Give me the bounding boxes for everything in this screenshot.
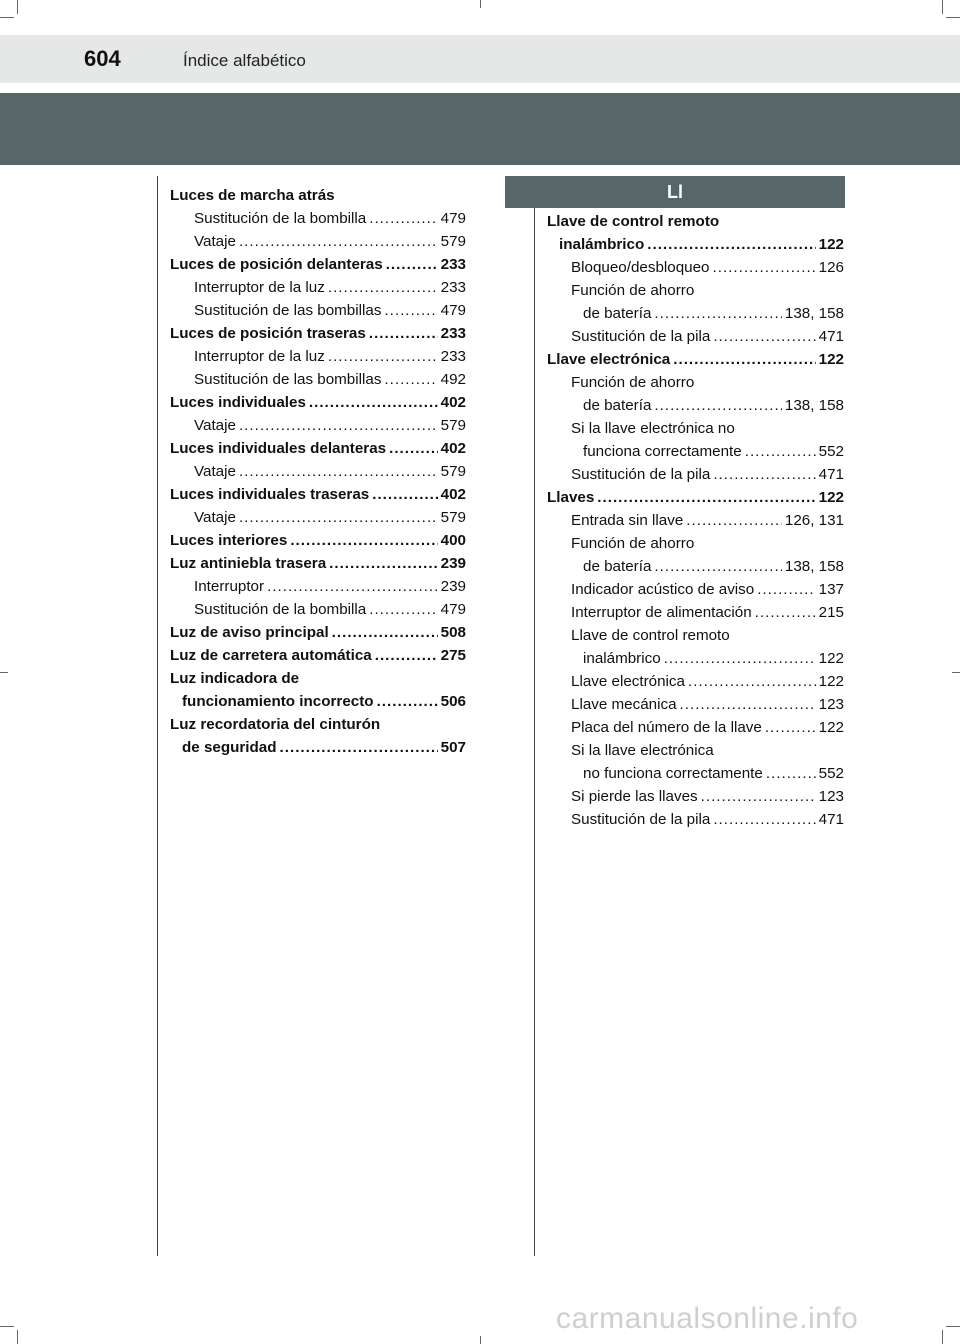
index-entry-label: de batería (583, 558, 652, 575)
leader-dots (280, 736, 438, 759)
leader-dots (239, 460, 438, 483)
column-divider-middle (534, 208, 535, 1256)
index-entry (547, 808, 844, 831)
leader-dots (369, 207, 437, 230)
index-entry (547, 739, 844, 762)
index-entry-label: Bloqueo/desbloqueo (571, 259, 710, 276)
index-entry-page[interactable]: 552 (818, 443, 844, 460)
leader-dots (680, 693, 816, 716)
index-entry-page[interactable]: 506 (440, 693, 466, 710)
index-entry (547, 302, 844, 325)
crop-mark (17, 0, 18, 14)
index-entry (170, 391, 466, 414)
index-entry (170, 644, 466, 667)
index-entry (547, 578, 844, 601)
index-entry (170, 230, 466, 253)
index-entry-label: Llave electrónica (547, 351, 671, 368)
crop-mark (17, 1330, 18, 1344)
index-entry (547, 555, 844, 578)
index-entry-page[interactable]: 215 (818, 604, 844, 621)
index-entry (170, 276, 466, 299)
index-entry-label: Llave de control remoto (571, 627, 730, 644)
index-entry-page[interactable]: 233 (440, 279, 466, 296)
index-entry-label: de seguridad (182, 739, 277, 756)
index-entry-label: Vataje (194, 233, 236, 250)
index-entry (170, 713, 466, 736)
index-entry-label: Llaves (547, 489, 595, 506)
index-entry (170, 368, 466, 391)
index-entry-label: Sustitución de la pila (571, 328, 711, 345)
leader-dots (386, 253, 438, 276)
index-entry (170, 207, 466, 230)
leader-dots (654, 394, 781, 417)
index-entry-label: Sustitución de la bombilla (194, 210, 367, 227)
index-entry-page[interactable]: 492 (440, 371, 466, 388)
crop-mark (946, 1326, 960, 1327)
index-entry-page[interactable]: 123 (818, 696, 844, 713)
leader-dots (372, 483, 437, 506)
index-entry (170, 667, 466, 690)
index-entry (547, 440, 844, 463)
leader-dots (713, 325, 815, 348)
index-entry-page[interactable]: 123 (818, 788, 844, 805)
index-entry-page[interactable]: 233 (440, 256, 466, 273)
leader-dots (755, 601, 816, 624)
leader-dots (765, 716, 816, 739)
index-entry (547, 463, 844, 486)
index-entry-label: Luz antiniebla trasera (170, 555, 327, 572)
leader-dots (328, 276, 438, 299)
index-entry-label: Vataje (194, 509, 236, 526)
leader-dots (688, 670, 816, 693)
index-entry-page[interactable]: 233 (440, 325, 466, 342)
leader-dots (766, 762, 816, 785)
index-entry-page[interactable]: 126 (818, 259, 844, 276)
index-entry-page[interactable]: 479 (440, 601, 466, 618)
index-entry-label: Llave electrónica (571, 673, 685, 690)
leader-dots (369, 322, 438, 345)
index-entry (170, 345, 466, 368)
index-entry-page[interactable]: 507 (440, 739, 466, 756)
index-entry-page[interactable]: 122 (818, 719, 844, 736)
header-band (0, 35, 960, 83)
index-entry (547, 762, 844, 785)
index-entry (170, 253, 466, 276)
leader-dots (664, 647, 816, 670)
leader-dots (290, 529, 437, 552)
index-entry (547, 325, 844, 348)
leader-dots (329, 552, 438, 575)
leader-dots (673, 348, 815, 371)
leader-dots (654, 302, 781, 325)
index-entry-page[interactable]: 471 (818, 466, 844, 483)
leader-dots (332, 621, 438, 644)
index-entry (170, 414, 466, 437)
index-entry-label: Función de ahorro (571, 282, 695, 299)
index-entry (170, 322, 466, 345)
index-entry-label: inalámbrico (559, 236, 645, 253)
index-entry (547, 670, 844, 693)
index-entry-label: Sustitución de la pila (571, 466, 711, 483)
leader-dots (686, 509, 782, 532)
index-entry-label: funcionamiento incorrecto (182, 693, 374, 710)
index-entry-label: Si pierde las llaves (571, 788, 698, 805)
index-entry (170, 299, 466, 322)
section-header: Ll (505, 176, 845, 208)
leader-dots (239, 506, 438, 529)
leader-dots (701, 785, 816, 808)
leader-dots (309, 391, 438, 414)
index-entry-label: Sustitución de las bombillas (194, 371, 382, 388)
index-entry-label: Luz recordatoria del cinturón (170, 716, 381, 733)
index-entry-page[interactable]: 122 (818, 489, 844, 506)
index-entry-label: no funciona correctamente (583, 765, 763, 782)
index-entry-label: Interruptor de alimentación (571, 604, 752, 621)
leader-dots (713, 256, 816, 279)
index-entry-page[interactable]: 479 (440, 302, 466, 319)
index-entry-page[interactable]: 508 (440, 624, 466, 641)
index-entry-label: Luces individuales (170, 394, 306, 411)
index-entry-page[interactable]: 400 (440, 532, 466, 549)
index-entry-label: Llave de control remoto (547, 213, 720, 230)
index-entry (547, 785, 844, 808)
index-entry-page[interactable]: 402 (440, 394, 466, 411)
crop-mark (0, 672, 8, 673)
index-entry-page[interactable]: 275 (440, 647, 466, 664)
watermark: carmanualsonline.info (556, 1302, 859, 1335)
index-entry (547, 509, 844, 532)
index-entry-page[interactable]: 138, 158 (784, 305, 844, 322)
index-entry-page[interactable]: 138, 158 (784, 558, 844, 575)
index-entry-label: Luces de posición delanteras (170, 256, 383, 273)
index-entry (547, 233, 844, 256)
column-divider-left (157, 176, 158, 1256)
index-entry-label: Función de ahorro (571, 374, 695, 391)
index-entry-label: Interruptor (194, 578, 265, 595)
index-entry (547, 394, 844, 417)
leader-dots (757, 578, 815, 601)
leader-dots (239, 414, 438, 437)
index-entry-label: Luces individuales traseras (170, 486, 370, 503)
index-entry (170, 529, 466, 552)
index-entry-label: Vataje (194, 417, 236, 434)
index-entry (547, 624, 844, 647)
index-entry (547, 601, 844, 624)
index-entry-label: Placa del número de la llave (571, 719, 762, 736)
index-entry-label: Luces individuales delanteras (170, 440, 387, 457)
index-column-left (170, 184, 466, 759)
index-entry-label: Interruptor de la luz (194, 348, 325, 365)
index-entry (170, 598, 466, 621)
index-entry-page[interactable]: 479 (440, 210, 466, 227)
index-entry-label: Si la llave electrónica (571, 742, 714, 759)
index-entry-label: Luz de carretera automática (170, 647, 372, 664)
index-entry (170, 437, 466, 460)
index-entry (547, 716, 844, 739)
index-entry-page[interactable]: 122 (818, 650, 844, 667)
index-entry (547, 256, 844, 279)
index-entry-page[interactable]: 137 (818, 581, 844, 598)
dark-banner (0, 93, 960, 165)
crop-mark (480, 1336, 481, 1344)
crop-mark (946, 17, 960, 18)
leader-dots (375, 644, 438, 667)
index-entry-page[interactable]: 579 (440, 463, 466, 480)
index-entry-page[interactable]: 402 (440, 486, 466, 503)
crop-mark (0, 17, 14, 18)
crop-mark (942, 0, 943, 14)
index-column-right (547, 210, 844, 831)
leader-dots (597, 486, 815, 509)
leader-dots (267, 575, 438, 598)
index-entry-label: Indicador acústico de aviso (571, 581, 755, 598)
crop-mark (942, 1330, 943, 1344)
index-entry-page[interactable]: 579 (440, 417, 466, 434)
index-entry-label: Si la llave electrónica no (571, 420, 735, 437)
index-entry-page[interactable]: 239 (440, 578, 466, 595)
leader-dots (647, 233, 815, 256)
index-entry (547, 210, 844, 233)
leader-dots (377, 690, 438, 713)
leader-dots (654, 555, 781, 578)
index-entry-label: inalámbrico (583, 650, 661, 667)
page-number: 604 (84, 46, 121, 71)
index-entry-page[interactable]: 552 (818, 765, 844, 782)
crop-mark (952, 672, 960, 673)
index-entry-page[interactable]: 579 (440, 233, 466, 250)
leader-dots (713, 808, 815, 831)
index-entry-label: Luces interiores (170, 532, 288, 549)
index-entry-page[interactable]: 122 (818, 351, 844, 368)
leader-dots (745, 440, 816, 463)
index-entry (547, 532, 844, 555)
index-entry-label: Función de ahorro (571, 535, 695, 552)
index-entry (547, 486, 844, 509)
leader-dots (389, 437, 438, 460)
leader-dots (369, 598, 437, 621)
index-entry-label: de batería (583, 397, 652, 414)
index-entry-page[interactable]: 239 (440, 555, 466, 572)
index-entry (547, 371, 844, 394)
index-entry (170, 460, 466, 483)
index-entry-page[interactable]: 579 (440, 509, 466, 526)
index-entry (170, 483, 466, 506)
index-entry-label: Luces de posición traseras (170, 325, 366, 342)
crop-mark (480, 0, 481, 8)
index-entry (547, 693, 844, 716)
index-entry-label: Sustitución de las bombillas (194, 302, 382, 319)
index-entry-label: Luz de aviso principal (170, 624, 329, 641)
index-entry-page[interactable]: 122 (818, 673, 844, 690)
index-entry (170, 506, 466, 529)
index-entry-label: funciona correctamente (583, 443, 742, 460)
leader-dots (239, 230, 438, 253)
index-entry-page[interactable]: 471 (818, 811, 844, 828)
page-title: Índice alfabético (183, 51, 306, 70)
index-entry-page[interactable]: 122 (818, 236, 844, 253)
index-entry (170, 184, 466, 207)
index-entry (170, 690, 466, 713)
leader-dots (713, 463, 815, 486)
index-entry-label: Luces de marcha atrás (170, 187, 335, 204)
index-entry-page[interactable]: 138, 158 (784, 397, 844, 414)
index-entry-label: Entrada sin llave (571, 512, 684, 529)
index-entry-page[interactable]: 402 (440, 440, 466, 457)
index-entry (170, 552, 466, 575)
index-entry-page[interactable]: 233 (440, 348, 466, 365)
index-entry (170, 621, 466, 644)
index-entry-label: Vataje (194, 463, 236, 480)
crop-mark (0, 1326, 14, 1327)
index-entry-label: de batería (583, 305, 652, 322)
index-entry (547, 348, 844, 371)
index-entry-label: Sustitución de la bombilla (194, 601, 367, 618)
leader-dots (328, 345, 438, 368)
index-entry-label: Llave mecánica (571, 696, 677, 713)
index-entry (547, 417, 844, 440)
index-entry (170, 736, 466, 759)
index-entry-page[interactable]: 126, 131 (784, 512, 844, 529)
index-entry-page[interactable]: 471 (818, 328, 844, 345)
index-entry-label: Luz indicadora de (170, 670, 300, 687)
index-entry-label: Sustitución de la pila (571, 811, 711, 828)
index-entry (170, 575, 466, 598)
index-entry (547, 647, 844, 670)
leader-dots (384, 299, 437, 322)
index-entry-label: Interruptor de la luz (194, 279, 325, 296)
leader-dots (384, 368, 437, 391)
index-entry (547, 279, 844, 302)
